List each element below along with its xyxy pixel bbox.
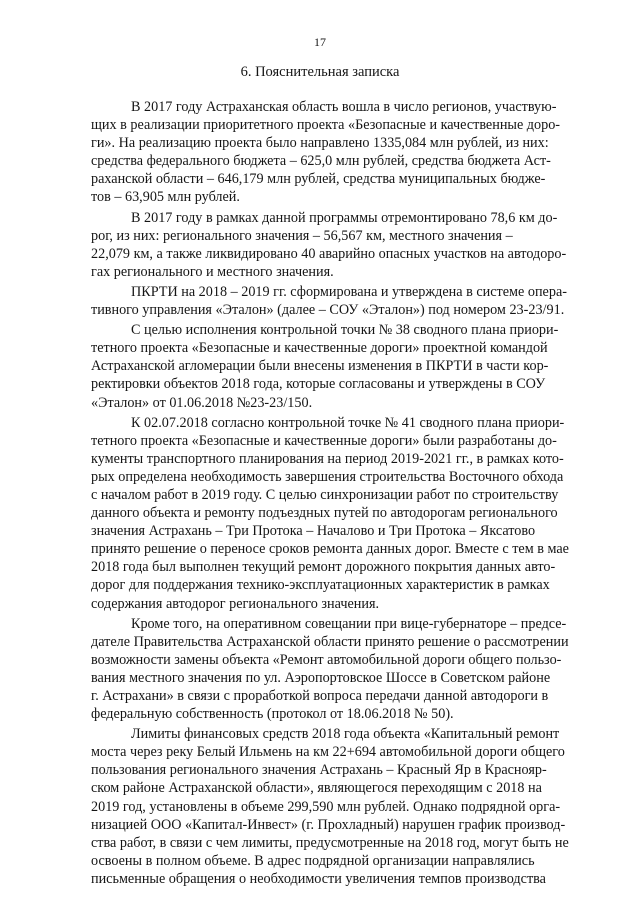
text-line: ства работ, в связи с чем лимиты, предусмотренные на 2018 год, могут быть не	[91, 834, 569, 851]
text-line: щих в реализации приоритетного проекта «Безопасные и качественные доро-	[91, 117, 561, 134]
paragraph	[91, 321, 598, 411]
text-line: вания местного значения по ул. Аэропортовское Шоссе в Советском районе	[91, 669, 551, 686]
text-line: средства федерального бюджета – 625,0 млн рублей, средства бюджета Аст-	[91, 153, 551, 170]
text-line: принято решение о переносе сроков ремонта данных дорог. Вместе с тем в мае	[91, 541, 569, 558]
text-line: 2018 года был выполнен текущий ремонт дорожного покрытия данных авто-	[91, 559, 556, 576]
text-line: кументы транспортного планирования на период 2019-2021 гг., в рамках кото-	[91, 450, 564, 467]
text-line: ПКРТИ на 2018 – 2019 гг. сформирована и утверждена в системе опера-	[131, 283, 567, 300]
text-line: В 2017 году Астраханская область вошла в число регионов, участвую-	[131, 99, 557, 115]
paragraph	[91, 98, 598, 207]
section-title: 6. Пояснительная записка	[240, 64, 400, 80]
text-line: раханской области – 646,179 млн рублей, средства муниципальных бюдже-	[91, 171, 546, 188]
text-line: тетного проекта «Безопасные и качественные дороги» были разработаны до-	[91, 432, 557, 449]
text-line: Кроме того, на оперативном совещании при вице-губернаторе – предсе-	[131, 615, 567, 632]
text-line: В 2017 году в рамках данной программы отремонтировано 78,6 км до-	[131, 209, 558, 226]
text-line: дорог для поддержания технико-эксплуатационных характеристик в рамках	[91, 577, 550, 594]
text-line: Лимиты финансовых средств 2018 года объекта «Капитальный ремонт	[131, 726, 560, 743]
text-line: возможности замены объекта «Ремонт автомобильной дороги общего пользо-	[91, 651, 562, 668]
text-line: гах регионального и местного значения.	[91, 263, 334, 280]
text-line: Астраханской агломерации были внесены изменения в ПКРТИ в части кор-	[91, 358, 549, 375]
text-line: содержания автодорог регионального значения.	[91, 595, 380, 612]
text-line: тивного управления «Эталон» (далее – СОУ «Эталон») под номером 23-23/91.	[91, 302, 565, 319]
text-line: пользования регионального значения Астрахань – Красный Яр в Краснояр-	[91, 762, 547, 779]
paragraph	[91, 615, 598, 724]
text-line: 22,079 км, а также ликвидировано 40 аварийно опасных участков на автодоро-	[91, 245, 567, 262]
document-body	[91, 98, 598, 888]
text-line: г. Астрахани» в связи с проработкой вопроса передачи данной автодороги в	[91, 688, 549, 704]
text-line: моста через реку Белый Ильмень на км 22+694 автомобильной дороги общего	[91, 744, 565, 761]
text-line: значения Астрахань – Три Протока – Началово и Три Протока – Яксатово	[91, 523, 536, 540]
paragraph	[91, 283, 598, 319]
text-line: «Эталон» от 01.06.2018 №23-23/150.	[91, 394, 313, 411]
text-line: ректировки объектов 2018 года, которые согласованы и утверждены в СОУ	[91, 376, 546, 393]
paragraph	[91, 725, 598, 888]
text-line: освоены в полном объеме. В адрес подрядной организации направлялись	[91, 852, 535, 869]
paragraph	[91, 414, 598, 613]
text-line: федеральную собственность (протокол от 18.06.2018 № 50).	[91, 706, 454, 723]
text-line: письменные обращения о необходимости увеличения темпов производства	[91, 870, 546, 887]
text-line: ском районе Астраханской области», являющегося переходящим с 2018 на	[91, 780, 542, 797]
paragraph	[91, 209, 598, 281]
text-line: с началом работ в 2019 году. С целью синхронизации работ по строительству	[91, 486, 559, 503]
text-line: 2019 год, установлены в объеме 299,590 млн рублей. Однако подрядной орга-	[91, 798, 561, 815]
text-line: низацией ООО «Капитал-Инвест» (г. Прохладный) нарушен график производ-	[91, 816, 566, 833]
text-line: ги». На реализацию проекта было направлено 1335,084 млн рублей, из них:	[91, 135, 549, 152]
text-line: данного объекта и ремонту подъездных путей по автодорогам регионального	[91, 505, 558, 522]
page-number: 17	[314, 35, 326, 49]
text-line: тов – 63,905 млн рублей.	[91, 189, 240, 206]
text-line: С целью исполнения контрольной точки № 38 сводного плана приори-	[131, 322, 559, 339]
text-line: дателе Правительства Астраханской области принято решение о рассмотрении	[91, 633, 569, 650]
text-line: рых определена необходимость завершения строительства Восточного обхода	[91, 468, 564, 485]
text-line: рог, из них: регионального значения – 56,567 км, местного значения –	[91, 227, 513, 244]
text-line: тетного проекта «Безопасные и качественные дороги» проектной командой	[91, 340, 548, 357]
text-line: К 02.07.2018 согласно контрольной точке № 41 сводного плана приори-	[131, 414, 565, 431]
